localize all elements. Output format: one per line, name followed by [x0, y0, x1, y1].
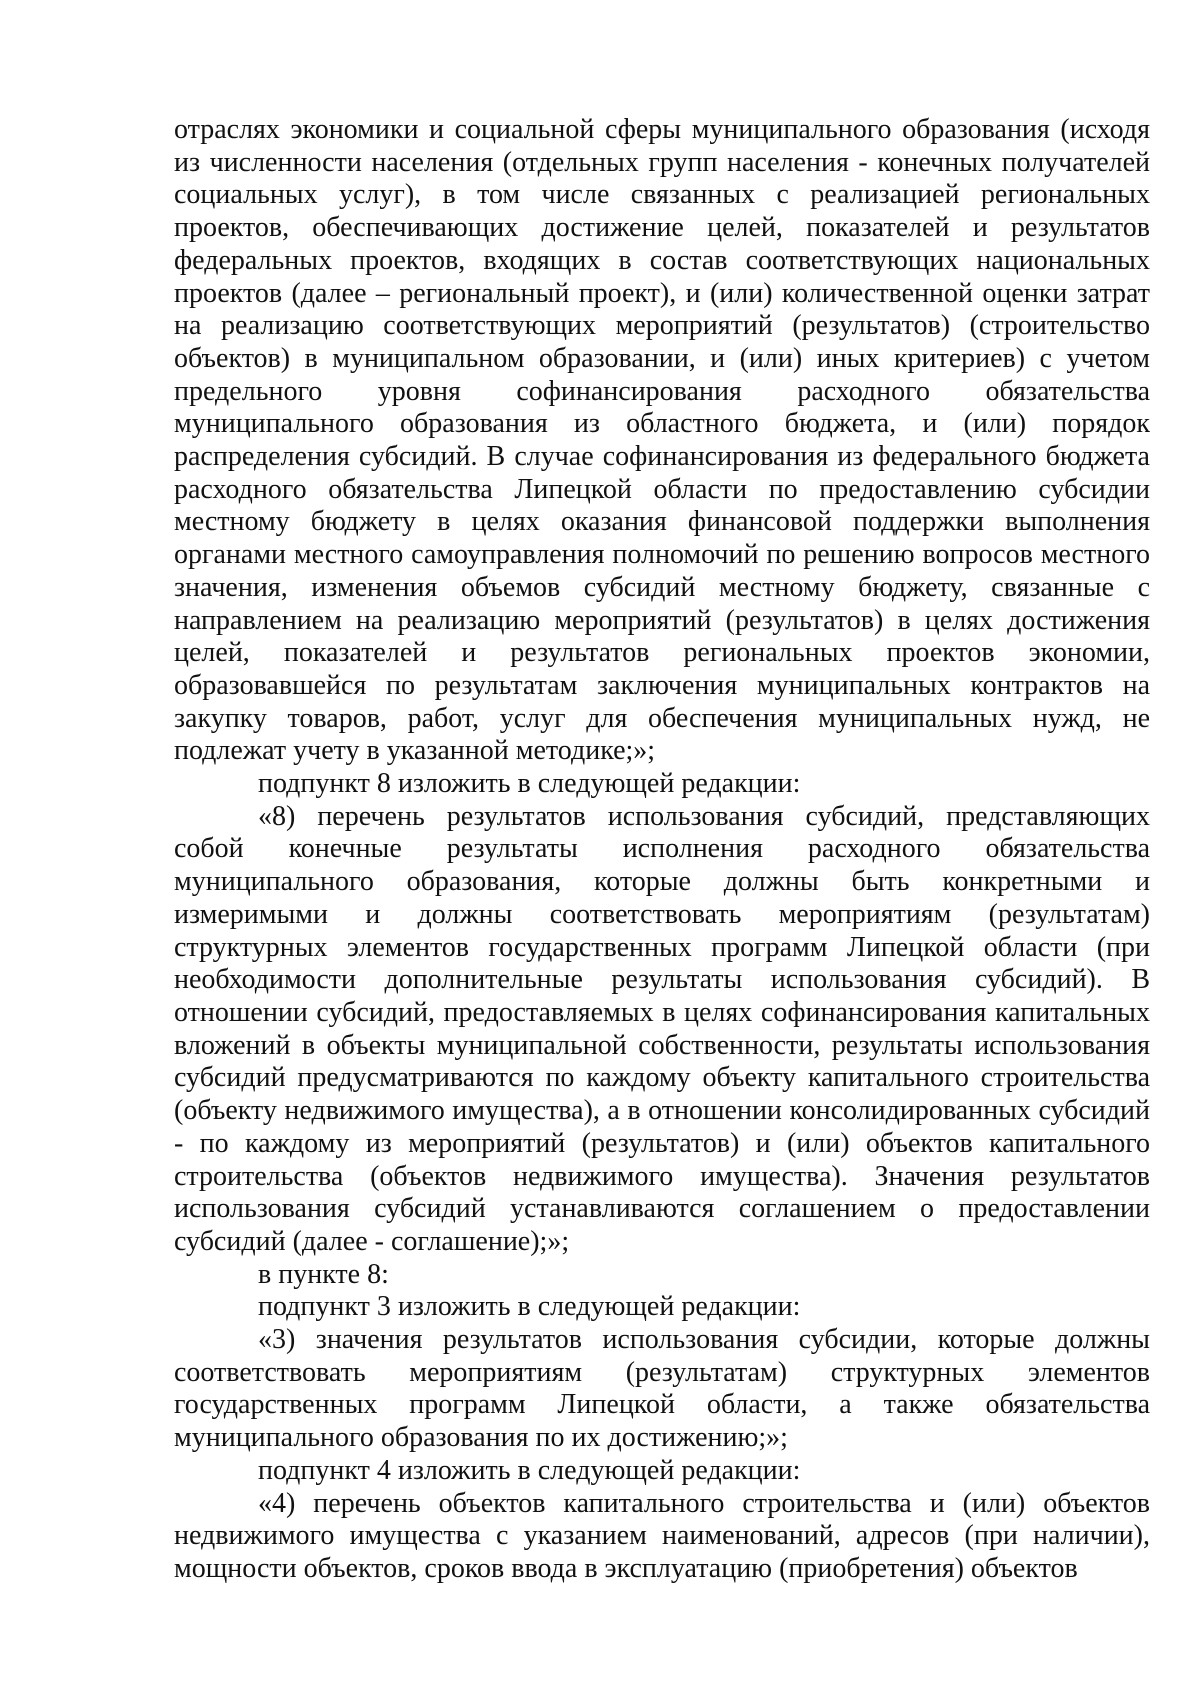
paragraph-methodology-continuation: отраслях экономики и социальной сферы муниципального образования (исходя из численности населения (отдельных групп населения - конечных получателей социальных услуг), в том числе связанных с реализацией региональных проектов, обеспечивающих достижение целей, показателей и результатов федеральных проектов, входящих в состав соответствующих национальных проектов (далее – региональный проект), и (или) количественной оценки затрат на реализацию соответствующих мероприятий (результатов) (строительство объектов) в муниципальном образовании, и (или) иных критериев) с учетом предельного уровня софинансирования расходного обязательства муниципального образования из областного бюджета, и (или) порядок распределения субсидий. В случае софинансирования из федерального бюджета расходного обязательства Липецкой области по предоставлению субсидии местному бюджету в целях оказания финансовой поддержки выполнения органами местного самоуправления полномочий по решению вопросов местного значения, изменения объемов субсидий местному бюджету, связанные с направлением на реализацию мероприятий (результатов) в целях достижения целей, показателей и результатов региональных проектов экономии, образовавшейся по результатам заключения муниципальных контрактов на закупку товаров, работ, услуг для обеспечения муниципальных нужд, не подлежат учету в указанной методике;»;: [174, 114, 1150, 767]
paragraph-subpoint-3-heading: подпункт 3 изложить в следующей редакции:: [258, 1291, 801, 1323]
document-body: [174, 114, 1150, 1586]
paragraph-subpoint-8-text: «8) перечень результатов использования субсидий, представляющих собой конечные результаты исполнения расходного обязательства муниципального образования, которые должны быть конкретными и измеримыми и должны соответствовать мероприятиям (результатам) структурных элементов государственных программ Липецкой области (при необходимости дополнительные результаты использования субсидий). В отношении субсидий, предоставляемых в целях софинансирования капитальных вложений в объекты муниципальной собственности, результаты использования субсидий предусматриваются по каждому объекту капитального строительства (объекту недвижимого имущества), а в отношении консолидированных субсидий - по каждому из мероприятий (результатов) и (или) объектов капитального строительства (объектов недвижимого имущества). Значения результатов использования субсидий устанавливаются соглашением о предоставлении субсидий (далее - соглашение);»;: [174, 800, 1150, 1257]
paragraph-subpoint-4-text: «4) перечень объектов капитального строительства и (или) объектов недвижимого имущества с указанием наименований, адресов (при наличии), мощности объектов, сроков ввода в эксплуатацию (приобретения) объектов: [174, 1487, 1150, 1584]
paragraph-subpoint-8-heading: подпункт 8 изложить в следующей редакции:: [258, 768, 801, 800]
paragraph-subpoint-3-text: «3) значения результатов использования субсидии, которые должны соответствовать мероприятиям (результатам) структурных элементов государственных программ Липецкой области, а также обязательства муниципального образования по их достижению;»;: [174, 1324, 1150, 1454]
paragraph-point-8-heading: в пункте 8:: [258, 1258, 389, 1290]
paragraph-subpoint-4-heading: подпункт 4 изложить в следующей редакции:: [258, 1454, 801, 1486]
